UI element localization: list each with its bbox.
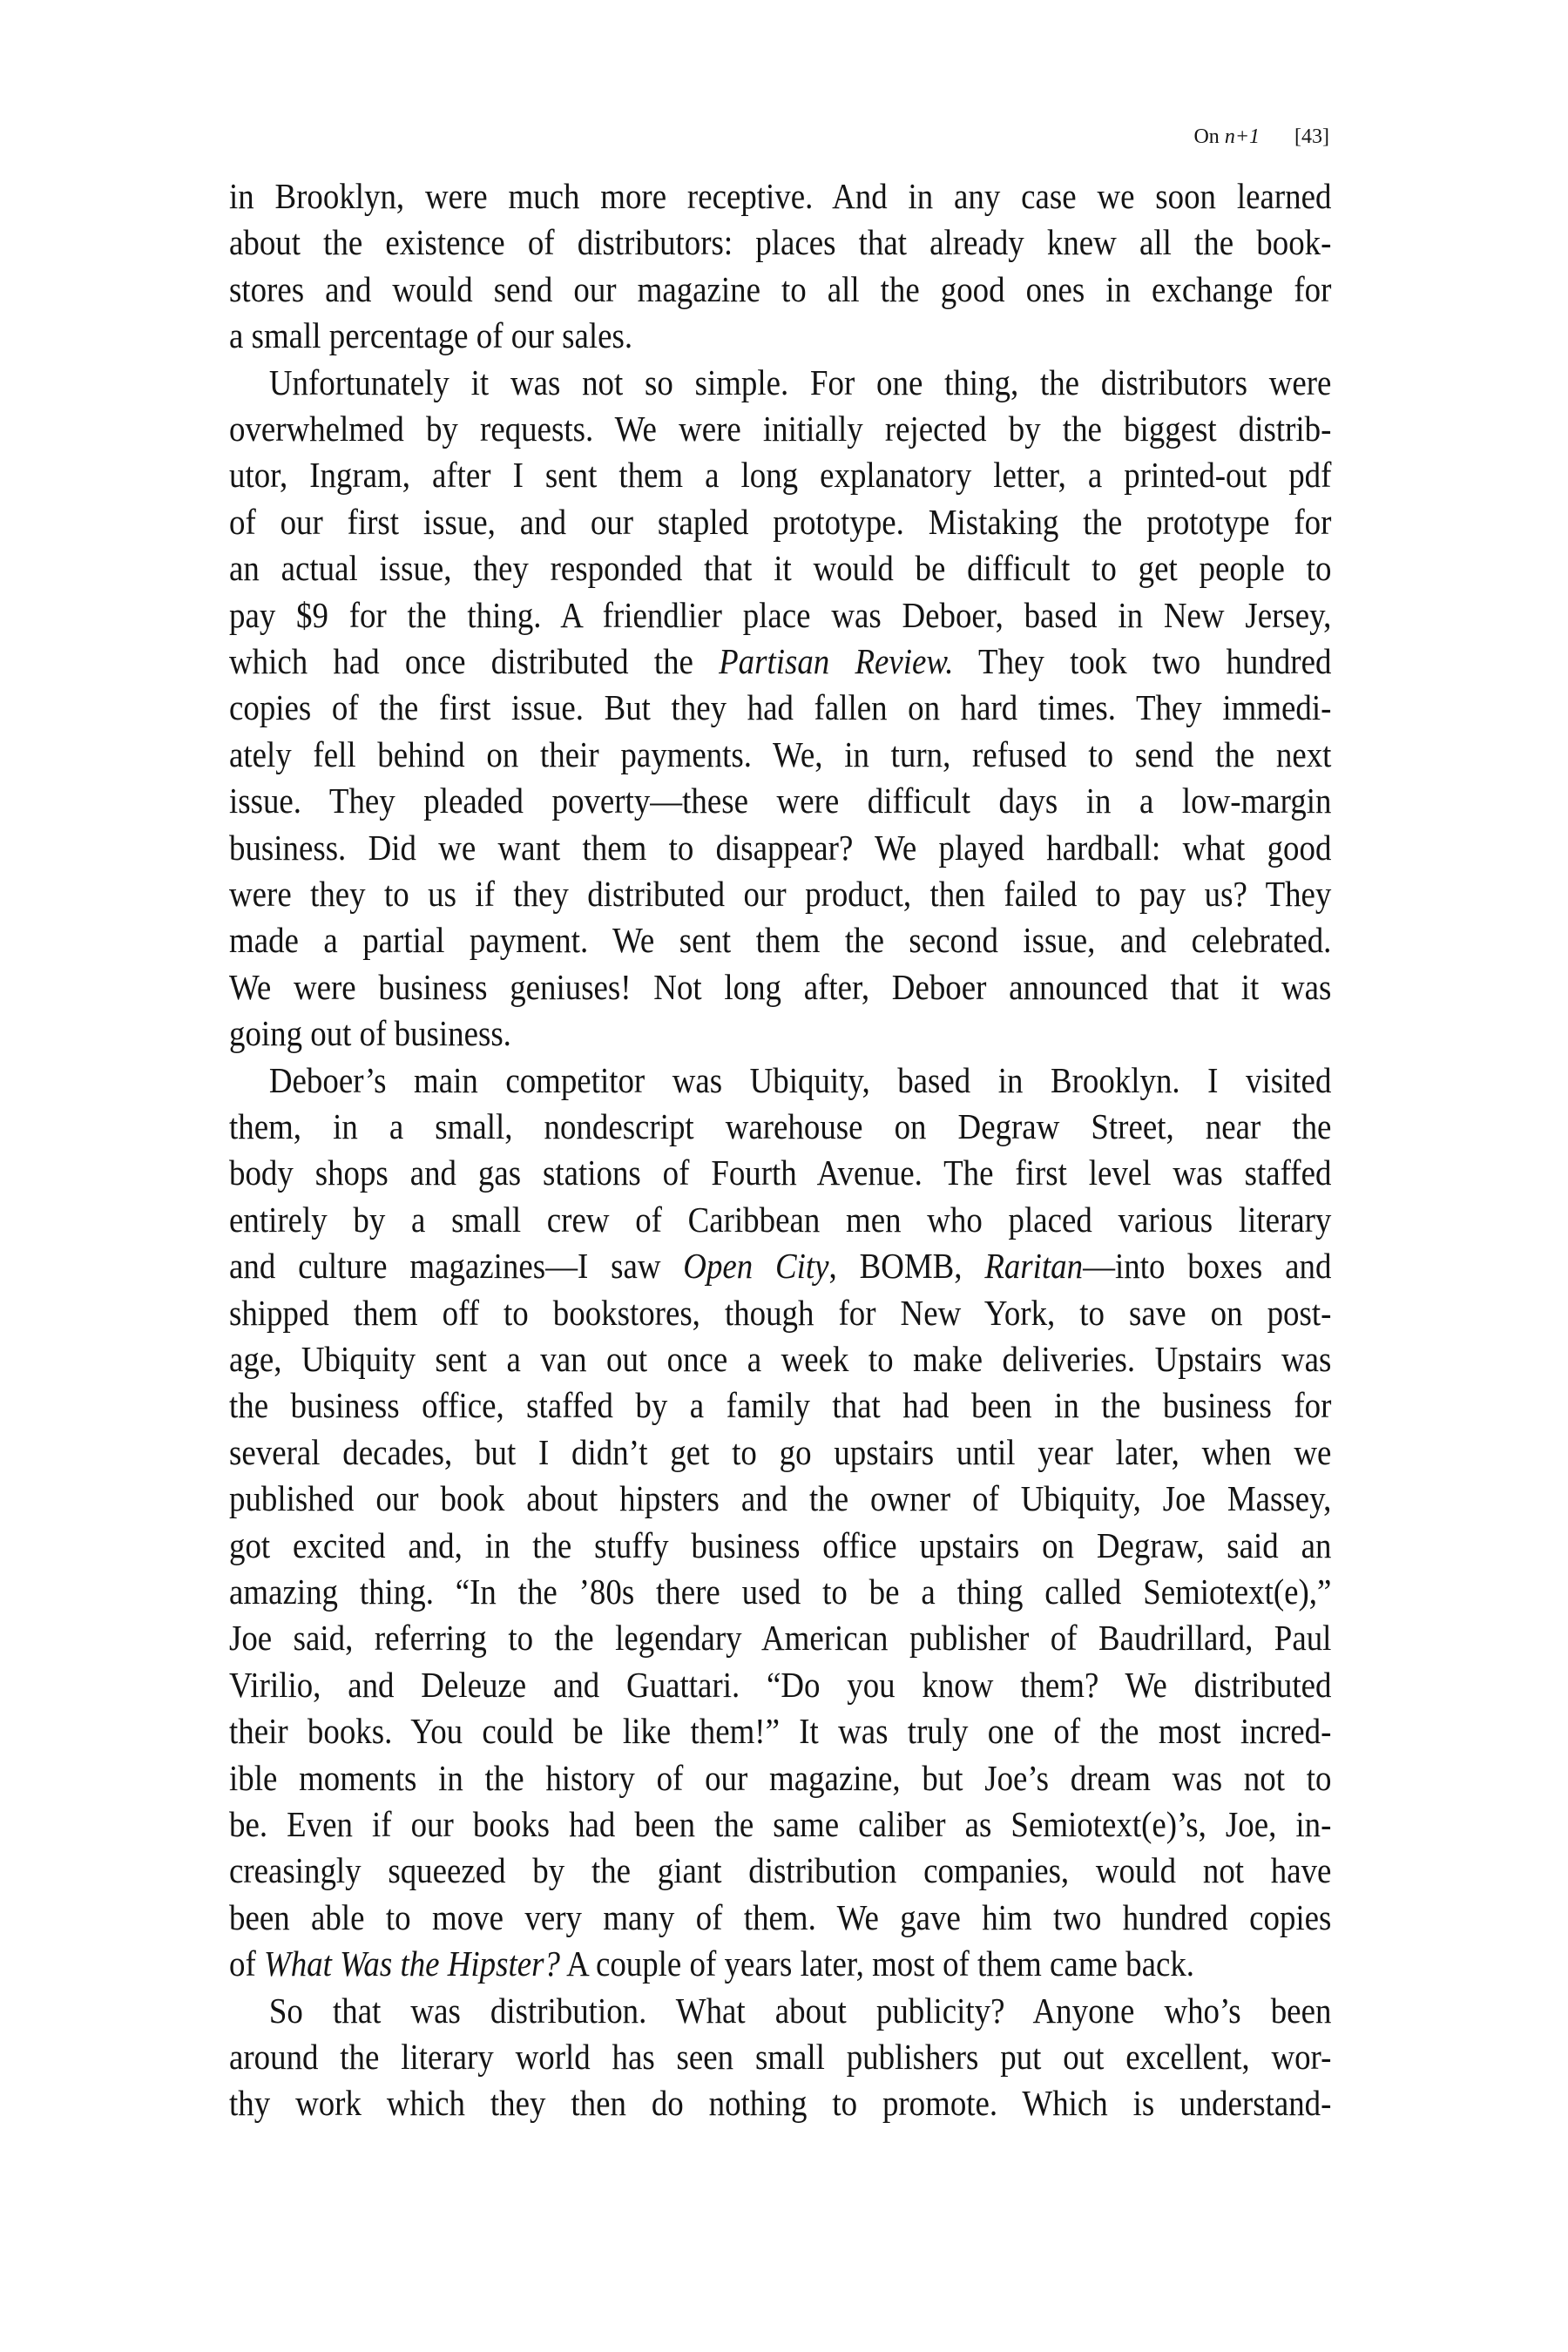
text-line [229,2034,1331,2081]
text-run: body shops and gas stations of Fourth Avenue. The first level was staffed [229,1152,1332,1193]
text-line [229,685,1331,732]
text-run: entirely by a small crew of Caribbean men who placed various literary [229,1199,1332,1240]
text-run: around the literary world has seen small publishers put out excellent, wor- [229,2037,1332,2077]
text-run: their books. You could be like them!” It was truly one of the most incred- [229,1711,1332,1752]
text-run: them, in a small, nondescript warehouse on Degraw Street, near the [229,1106,1332,1146]
text-line [229,1523,1331,1570]
text-run: of our first issue, and our stapled prototype. Mistaking the prototype for [229,501,1332,542]
text-run: got excited and, in the stuffy business office upstairs on Degraw, said an [229,1524,1332,1565]
text-run: ible moments in the history of our magazine, but Joe’s dream was not to [229,1757,1332,1798]
text-run: They took two hundred [953,641,1332,681]
text-line [229,1895,1331,1942]
text-run: been able to move very many of them. We gave him two hundred copies [229,1896,1332,1937]
text-line [229,778,1331,825]
text-line [229,1290,1331,1337]
text-line [229,267,1331,314]
text-run: —into boxes and [1083,1246,1332,1287]
text-run: pay $9 for the thing. A friendlier place was Deboer, based in New Jersey, [229,594,1332,635]
text-run: were they to us if they distributed our product, then failed to pay us? They [229,874,1332,914]
text-line [229,220,1331,267]
text-run: an actual issue, they responded that it would be difficult to get people to [229,548,1332,589]
text-run: overwhelmed by requests. We were initially rejected by the biggest distrib- [229,409,1332,449]
text-line [229,964,1331,1011]
text-run: Unfortunately it was not so simple. For one thing, the distributors were [268,362,1332,402]
text-line [229,173,1331,220]
text-run: of [229,1943,264,1984]
italic-title: Open City [683,1246,829,1287]
text-line [229,406,1331,453]
text-run: Deboer’s main competitor was Ubiquity, based in Brooklyn. I visited [268,1059,1332,1100]
italic-title: What Was the Hipster? [263,1943,560,1984]
text-run: going out of business. [229,1013,511,1054]
running-head [1098,122,1329,152]
text-run: a small percentage of our sales. [229,315,633,356]
text-line [229,639,1331,686]
text-line [229,1941,1331,1988]
text-line [229,499,1331,546]
text-line [229,732,1331,779]
text-line [229,1197,1331,1244]
text-line [229,1569,1331,1616]
text-line [229,1988,1331,2035]
text-line [229,1058,1331,1105]
text-run: which had once distributed the [229,641,720,681]
text-run: several decades, but I didn’t get to go upstairs until year later, when we [229,1431,1332,1472]
text-run: published our book about hipsters and the owner of Ubiquity, Joe Massey, [229,1478,1332,1519]
text-run: A couple of years later, most of them came back. [559,1943,1195,1984]
text-line [229,1010,1331,1058]
text-line [229,1336,1331,1383]
text-run: amazing thing. “In the ’80s there used to be a thing called Semiotext(e),” [229,1571,1332,1612]
text-run: thy work which they then do nothing to promote. Which is understand- [229,2083,1332,2124]
text-run: utor, Ingram, after I sent them a long explanatory letter, a printed-out pdf [229,455,1332,496]
text-run: ately fell behind on their payments. We, in turn, refused to send the next [229,733,1332,774]
text-run: , BOMB, [828,1246,985,1287]
text-run: Joe said, referring to the legendary American publisher of Baudrillard, Paul [229,1618,1332,1659]
text-run: creasingly squeezed by the giant distribution companies, would not have [229,1850,1332,1891]
text-line [229,1708,1331,1755]
text-line [229,2080,1331,2127]
text-line [229,825,1331,872]
text-line [229,1848,1331,1895]
text-run: age, Ubiquity sent a van out once a week to make deliveries. Upstairs was [229,1339,1332,1379]
text-line [229,313,1331,360]
text-run: shipped them off to bookstores, though for New York, to save on post- [229,1292,1332,1333]
text-line [229,1104,1331,1151]
text-line [229,545,1331,592]
text-line [229,1662,1331,1709]
text-line [229,452,1331,499]
text-line [229,917,1331,964]
text-run: issue. They pleaded poverty—these were difficult days in a low-margin [229,781,1332,821]
text-run: stores and would send our magazine to all the good ones in exchange for [229,268,1332,309]
text-run: in Brooklyn, were much more receptive. And in any case we soon learned [229,176,1332,216]
text-line [229,1429,1331,1477]
text-run: So that was distribution. What about publicity? Anyone who’s been [268,1990,1332,2031]
italic-title: Raritan [984,1246,1084,1287]
running-head-title: On [1193,125,1225,148]
text-run: copies of the first issue. But they had fallen on hard times. They immedi- [229,687,1332,728]
text-line [229,871,1331,918]
text-line [229,1243,1331,1290]
text-run: We were business geniuses! Not long after, Deboer announced that it was [229,966,1332,1007]
running-head-title-italic: n+1 [1224,125,1260,148]
text-line [229,360,1331,407]
text-line [229,1615,1331,1662]
text-line [229,1476,1331,1523]
text-line [229,1382,1331,1429]
text-run: the business office, staffed by a family that had been in the business for [229,1385,1332,1426]
text-line [229,1150,1331,1197]
text-run: about the existence of distributors: places that already knew all the book- [229,222,1332,263]
text-run: Virilio, and Deleuze and Guattari. “Do you know them? We distributed [229,1664,1332,1705]
page-number: [43] [1294,125,1329,148]
italic-title: Partisan Review. [719,641,954,681]
text-run: business. Did we want them to disappear? We played hardball: what good [229,827,1332,868]
text-line [229,1801,1331,1848]
text-line [229,1755,1331,1802]
text-run: and culture magazines—I saw [229,1246,684,1287]
text-run: be. Even if our books had been the same caliber as Semiotext(e)’s, Joe, in- [229,1804,1332,1844]
text-line [229,592,1331,639]
text-run: made a partial payment. We sent them the second issue, and celebrated. [229,920,1332,961]
